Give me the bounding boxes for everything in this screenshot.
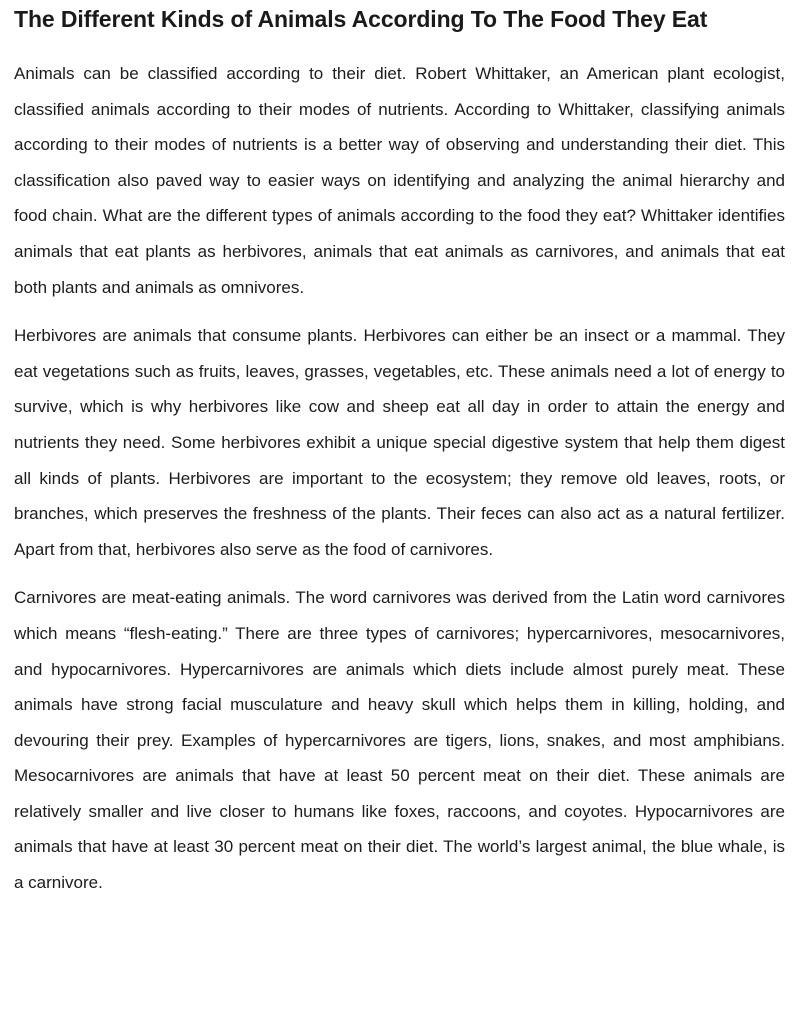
paragraph-intro: Animals can be classified according to their diet. Robert Whittaker, an American plant ecologist, classified animals according to their modes of nutrients. According to Whittaker, classifying animals according to their modes of nutrients is a better way of observing and understanding their diet. This classification also paved way to easier ways on identifying and analyzing the animal hierarchy and food chain. What are the different types of animals according to the food they eat? Whittaker identifies animals that eat plants as herbivores, animals that eat animals as carnivores, and animals that eat both plants and animals as omnivores. (14, 64, 785, 297)
paragraph-herbivores: Herbivores are animals that consume plants. Herbivores can either be an insect or a mammal. They eat vegetations such as fruits, leaves, grasses, vegetables, etc. These animals need a lot of energy to survive, which is why herbivores like cow and sheep eat all day in order to attain the energy and nutrients they need. Some herbivores exhibit a unique special digestive system that help them digest all kinds of plants. Herbivores are important to the ecosystem; they remove old leaves, roots, or branches, which preserves the freshness of the plants. Their feces can also act as a natural fertilizer. Apart from that, herbivores also serve as the food of carnivores. (14, 326, 785, 559)
paragraph-carnivores: Carnivores are meat-eating animals. The word carnivores was derived from the Latin word carnivores which means “flesh-eating.” There are three types of carnivores; hypercarnivores, mesocarnivores, and hypocarnivores. Hypercarnivores are animals which diets include almost purely meat. These animals have strong facial musculature and heavy skull which helps them in killing, holding, and devouring their prey. Examples of hypercarnivores are tigers, lions, snakes, and most amphibians. Mesocarnivores are animals that have at least 50 percent meat on their diet. These animals are relatively smaller and live closer to humans like foxes, raccoons, and coyotes. Hypocarnivores are animals that have at least 30 percent meat on their diet. The world’s largest animal, the blue whale, is a carnivore. (14, 588, 785, 893)
article-title: The Different Kinds of Animals According To The Food They Eat (14, 6, 708, 32)
